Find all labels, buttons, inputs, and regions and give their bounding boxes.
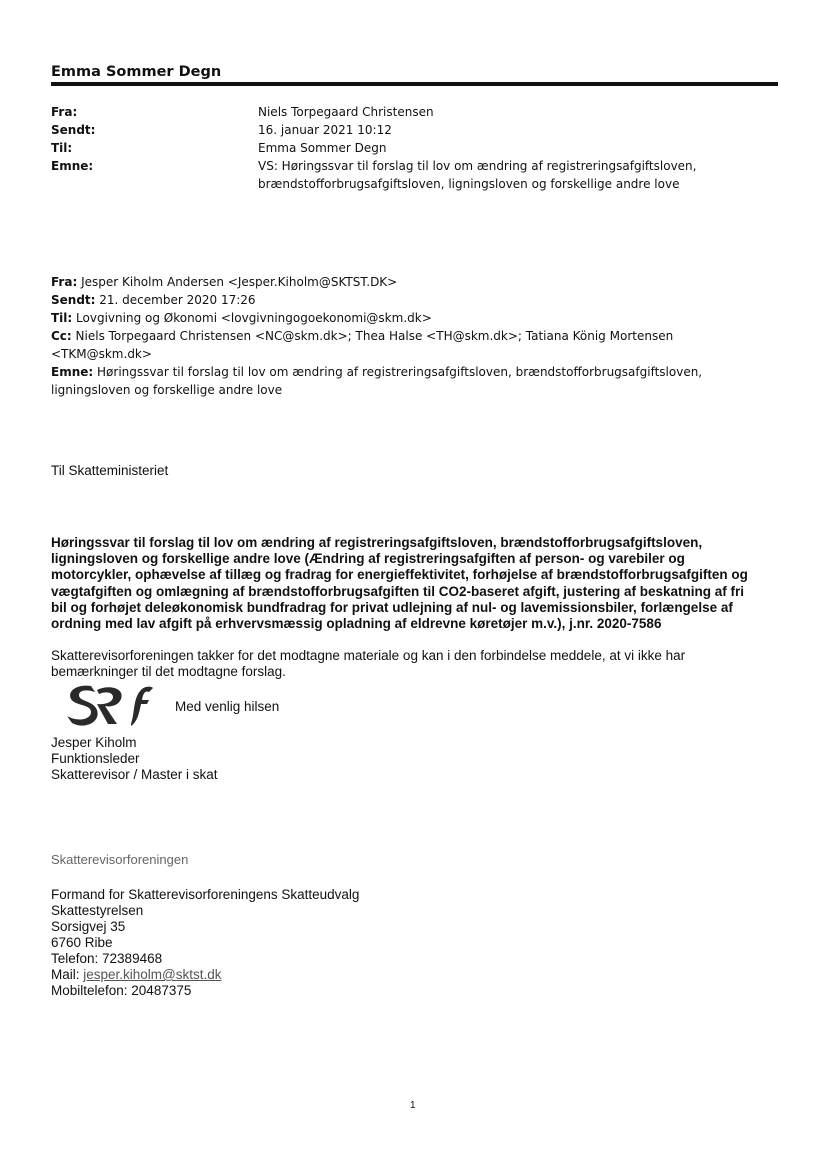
forwarded-cc-cont: <TKM@skm.dk> bbox=[51, 347, 152, 361]
contact-line: 6760 Ribe bbox=[51, 935, 113, 950]
srf-logo bbox=[63, 682, 153, 728]
forwarded-subject-cont: ligningsloven og forskellige andre love bbox=[51, 383, 283, 397]
contact-line: Telefon: 72389468 bbox=[51, 951, 163, 966]
title-line: motorcykler, ophævelse af tillæg og fradrag for energieffektivitet, forhøjelse af brændstofforbrugsafgiften og bbox=[51, 567, 748, 583]
contact-line: Skattestyrelsen bbox=[51, 903, 144, 918]
owner-name: Emma Sommer Degn bbox=[51, 64, 222, 80]
forwarded-subject-label: Emne: bbox=[51, 365, 94, 379]
mail-link[interactable]: jesper.kiholm@sktst.dk bbox=[83, 967, 222, 982]
forwarded-from-label: Fra: bbox=[51, 275, 78, 289]
forwarded-to-label: Til: bbox=[51, 311, 73, 325]
meta-label-to: Til: bbox=[51, 141, 73, 155]
forwarded-sent-label: Sendt: bbox=[51, 293, 96, 307]
title-line: ordning med lav afgift på erhvervsmæssig opladning af eldrevne køretøjer m.v.), j.nr. 2020-7586 bbox=[51, 616, 662, 632]
mail-label: Mail: bbox=[51, 967, 84, 982]
forwarded-from-line bbox=[51, 273, 702, 291]
contact-line: Formand for Skatterevisorforeningens Skatteudvalg bbox=[51, 887, 360, 902]
signature-title: Funktionsleder bbox=[51, 751, 140, 766]
body-line: bemærkninger til det modtagne forslag. bbox=[51, 664, 286, 679]
meta-value-subject-cont: brændstofforbrugsafgiftsloven, ligningsloven og forskellige andre love bbox=[258, 177, 680, 191]
meta-label-sent: Sendt: bbox=[51, 123, 96, 137]
mobile-line: Mobiltelefon: 20487375 bbox=[51, 983, 192, 998]
body-line: Skatterevisorforeningen takker for det modtagne materiale og kan i den forbindelse meddele, at vi ikke har bbox=[51, 648, 686, 663]
consultation-title bbox=[51, 535, 748, 632]
title-line: vægtafgiften og omlægning af brændstofforbrugsafgiften til CO2-baseret afgift, justering af beskatning af fri bbox=[51, 583, 745, 599]
body-paragraph bbox=[51, 648, 685, 680]
title-line: Høringssvar til forslag til lov om ændring af registreringsafgiftsloven, brændstofforbrugsafgiftsloven, bbox=[51, 535, 703, 550]
forwarded-from-value: Jesper Kiholm Andersen <Jesper.Kiholm@SKTST.DK> bbox=[81, 275, 398, 289]
forwarded-sent-value: 21. december 2020 17:26 bbox=[99, 293, 256, 307]
closing: Med venlig hilsen bbox=[175, 699, 280, 714]
forwarded-header bbox=[51, 273, 702, 399]
page-number: 1 bbox=[410, 1100, 416, 1111]
forwarded-subject-value: Høringssvar til forslag til lov om ændring af registreringsafgiftsloven, brændstofforbrugsafgiftsloven, bbox=[97, 365, 703, 379]
meta-label-from: Fra: bbox=[51, 105, 78, 119]
organization-name: Skatterevisorforeningen bbox=[51, 852, 189, 867]
signature-name: Jesper Kiholm bbox=[51, 735, 137, 750]
forwarded-subject-line bbox=[51, 363, 702, 381]
title-line: ligningsloven og forskellige andre love (Ændring af registreringsafgiften af person- og varebiler og bbox=[51, 551, 685, 567]
forwarded-cc-line bbox=[51, 327, 702, 345]
meta-value-subject: VS: Høringssvar til forslag til lov om ændring af registreringsafgiftsloven, bbox=[258, 159, 697, 173]
meta-value-sent: 16. januar 2021 10:12 bbox=[258, 123, 392, 137]
salutation: Til Skatteministeriet bbox=[51, 463, 169, 478]
mail-line bbox=[51, 967, 359, 983]
contact-block bbox=[51, 887, 359, 999]
title-line: bil og forhøjet deleøkonomisk bundfradrag for privat udlejning af nul- og lavemissionsbiler, forlængelse af bbox=[51, 599, 733, 615]
contact-line: Sorsigvej 35 bbox=[51, 919, 126, 934]
meta-value-to: Emma Sommer Degn bbox=[258, 141, 387, 155]
meta-label-subject: Emne: bbox=[51, 159, 94, 173]
forwarded-cc-label: Cc: bbox=[51, 329, 72, 343]
meta-value-from: Niels Torpegaard Christensen bbox=[258, 105, 434, 119]
forwarded-to-line bbox=[51, 309, 702, 327]
forwarded-to-value: Lovgivning og Økonomi <lovgivningogoekonomi@skm.dk> bbox=[76, 311, 432, 325]
header-rule bbox=[51, 82, 778, 86]
forwarded-cc-value: Niels Torpegaard Christensen <NC@skm.dk>; Thea Halse <TH@skm.dk>; Tatiana König Mortensen bbox=[75, 329, 674, 343]
forwarded-sent-line bbox=[51, 291, 702, 309]
signature-role: Skatterevisor / Master i skat bbox=[51, 767, 218, 782]
